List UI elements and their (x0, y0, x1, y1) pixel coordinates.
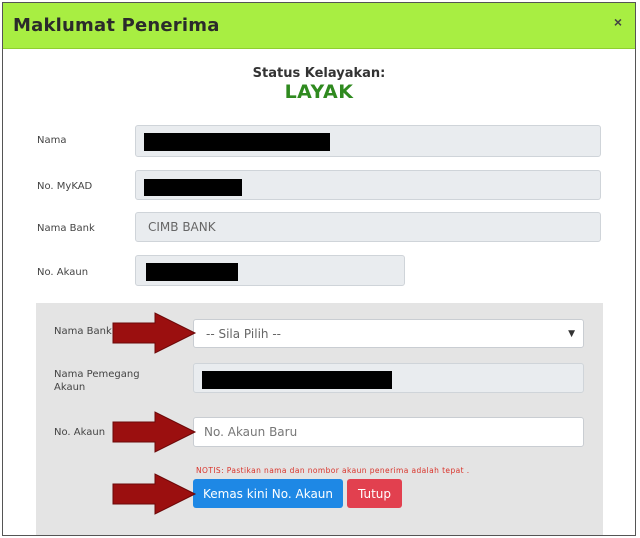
redacted-akaun (146, 263, 238, 281)
status-value: LAYAK (284, 81, 354, 103)
holder-label-line1: Nama Pemegang (54, 369, 140, 380)
bank-select-value: -- Sila Pilih -- (206, 326, 281, 341)
close-icon[interactable]: × (613, 14, 623, 30)
mykad-field (135, 170, 601, 200)
holder-field (193, 363, 584, 393)
notice-text: NOTIS: Pastikan nama dan nombor akaun penerima adalah tepat . (196, 466, 470, 475)
bank-select[interactable] (193, 319, 584, 348)
nama-label: Nama (37, 135, 67, 146)
arrow-right-icon (111, 410, 197, 454)
holder-label-line2: Akaun (54, 382, 86, 393)
caret-down-icon: ▼ (568, 329, 575, 339)
new-akaun-label: No. Akaun (54, 427, 106, 438)
bank-field: CIMB BANK (135, 212, 601, 242)
close-button[interactable]: Tutup (347, 479, 402, 508)
update-account-button[interactable]: Kemas kini No. Akaun (193, 479, 343, 508)
new-account-input[interactable] (193, 417, 584, 447)
status-label: Status Kelayakan: (252, 66, 386, 81)
new-bank-label: Nama Bank (54, 326, 112, 337)
modal-title: Maklumat Penerima (13, 15, 220, 36)
recipient-info-modal (2, 2, 636, 536)
mykad-label: No. MyKAD (37, 181, 93, 192)
bank-label: Nama Bank (37, 223, 95, 234)
akaun-label: No. Akaun (37, 267, 89, 278)
redacted-holder (202, 371, 392, 389)
akaun-field (135, 255, 405, 286)
nama-field (135, 125, 601, 157)
holder-label (54, 368, 140, 394)
arrow-right-icon (111, 311, 197, 355)
redacted-name (144, 133, 330, 151)
redacted-mykad (144, 179, 242, 196)
arrow-right-icon (111, 472, 197, 516)
modal-header (3, 3, 635, 49)
